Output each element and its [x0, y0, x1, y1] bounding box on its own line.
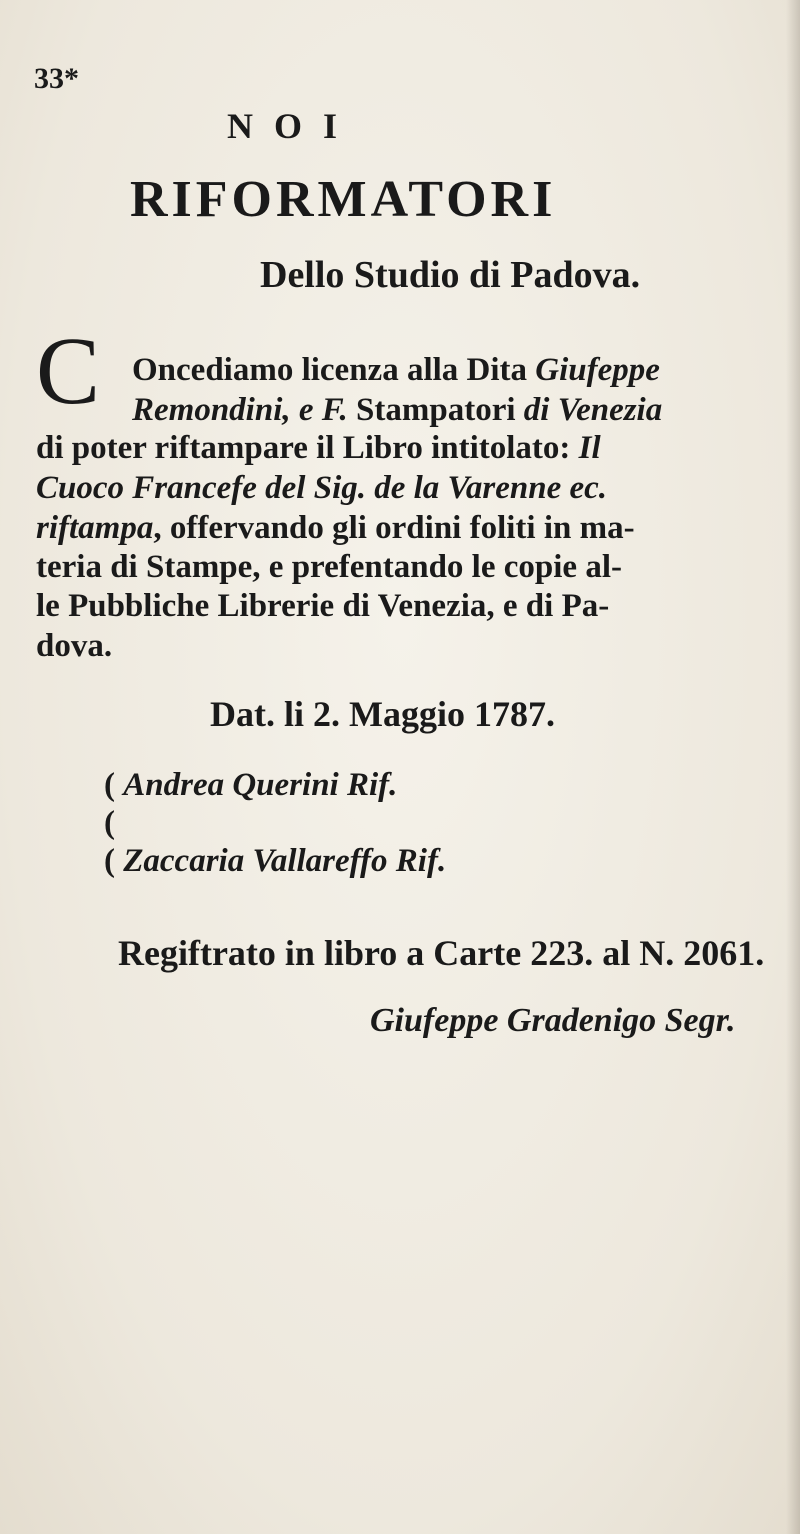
license-text-italic: Giufeppe [535, 352, 660, 388]
license-text: di poter riftampare il Libro intitolato: [36, 430, 579, 466]
license-text: Stampatori [347, 392, 524, 428]
heading-riformatori: RIFORMATORI [130, 171, 557, 228]
license-text-italic: Cuoco Francefe del Sig. de la Varenne ec. [36, 470, 608, 506]
license-text: le Pubbliche Librerie di Venezia, e di Pa- [36, 588, 610, 624]
license-line-3 [36, 428, 601, 468]
license-text-italic: Remondini [132, 392, 283, 428]
signature-paren: ( [104, 767, 115, 803]
license-line-6 [36, 547, 622, 587]
license-line-2 [132, 390, 662, 430]
license-line-5 [36, 508, 635, 548]
license-line-8 [36, 626, 112, 666]
secretary-signature: Giufeppe Gradenigo Segr. [370, 1002, 736, 1039]
license-text: , offervando gli ordini foliti in ma- [153, 510, 635, 546]
drop-cap: C [36, 317, 101, 424]
signature-paren: ( [104, 843, 115, 879]
license-text-italic: Il [578, 430, 601, 466]
page-number: 33* [34, 62, 79, 95]
signatory-1 [104, 767, 397, 804]
license-line-1 [132, 350, 660, 390]
license-text-italic: F. [321, 392, 348, 428]
signature-paren: ( [104, 805, 115, 841]
date-line: Dat. li 2. Maggio 1787. [210, 694, 555, 734]
license-text-italic: di Venezia [523, 392, 663, 428]
license-line-7 [36, 586, 609, 626]
signatory-name: Andrea Querini Rif. [123, 767, 398, 803]
license-text-italic: riftampa [36, 510, 154, 546]
heading-noi: N O I [226, 106, 343, 146]
signatory-2 [104, 805, 115, 842]
license-text-italic: , e [282, 392, 322, 428]
license-text: Oncediamo licenza alla Dita [132, 352, 536, 388]
license-text: teria di Stampe, e prefentando le copie al- [36, 549, 622, 585]
registration-line: Regiftrato in libro a Carte 223. al N. 2061. [118, 933, 765, 973]
signatory-3 [104, 843, 446, 880]
page-edge-shadow [786, 0, 800, 1534]
license-text: dova. [36, 628, 113, 664]
signatory-name: Zaccaria Vallareffo Rif. [123, 843, 447, 879]
license-line-4 [36, 468, 607, 508]
heading-studio: Dello Studio di Padova. [260, 254, 641, 296]
